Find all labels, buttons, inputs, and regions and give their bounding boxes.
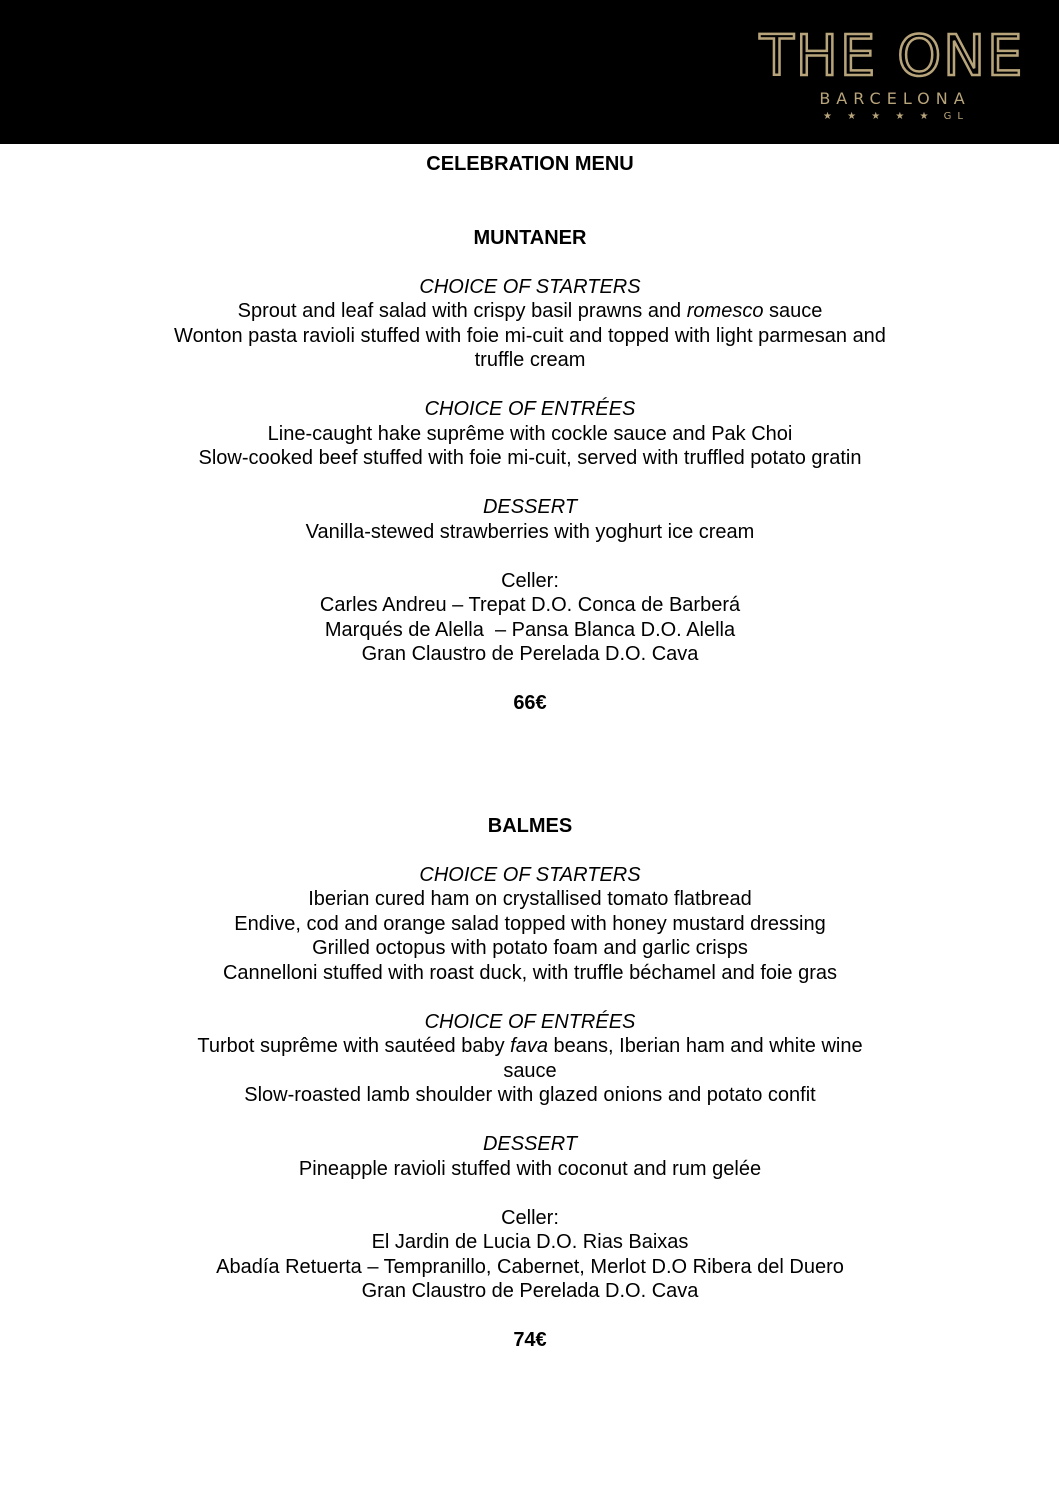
wine-item: Carles Andreu – Trepat D.O. Conca de Barberá — [319, 594, 741, 616]
wine-item: Gran Claustro de Perelada D.O. Cava — [361, 643, 699, 665]
dish-item: Iberian cured ham on crystallised tomato flatbread — [308, 888, 752, 910]
dish-item: Grilled octopus with potato foam and garlic crisps — [312, 937, 748, 959]
menu-price: 74€ — [513, 1329, 547, 1351]
page-title: CELEBRATION MENU — [426, 153, 634, 175]
menu-balmes — [120, 814, 940, 1353]
starters-heading: CHOICE OF STARTERS — [419, 863, 641, 886]
menu-name: BALMES — [487, 814, 573, 837]
entrees-heading: CHOICE OF ENTRÉES — [424, 1010, 636, 1033]
dish-item: Slow-cooked beef stuffed with foie mi-cuit, served with truffled potato gratin — [198, 447, 862, 469]
dish-item: Slow-roasted lamb shoulder with glazed onions and potato confit — [244, 1084, 816, 1106]
dish-item: Wonton pasta ravioli stuffed with foie mi-cuit and topped with light parmesan and truffle cream — [174, 324, 886, 371]
dessert-heading: DESSERT — [482, 1133, 578, 1155]
wine-item: Gran Claustro de Perelada D.O. Cava — [361, 1280, 699, 1302]
wine-item: Marqués de Alella – Pansa Blanca D.O. Alella — [324, 618, 736, 641]
dessert-heading: DESSERT — [482, 496, 578, 518]
logo-stars: ★ ★ ★ ★ ★ GL — [822, 111, 970, 122]
cellar-heading: Celler: — [501, 569, 559, 592]
dish-item: Turbot suprême with sautéed baby fava beans, Iberian ham and white wine sauce — [197, 1035, 863, 1082]
dish-item: Pineapple ravioli stuffed with coconut and rum gelée — [298, 1157, 762, 1180]
logo-sub-text: BARCELONA — [819, 89, 971, 108]
wine-item: Abadía Retuerta – Tempranillo, Cabernet, Merlot D.O Ribera del Duero — [216, 1255, 844, 1278]
hotel-logo — [742, 26, 1042, 136]
dish-item: Cannelloni stuffed with roast duck, with truffle béchamel and foie gras — [222, 961, 838, 984]
menu-muntaner — [120, 226, 940, 716]
entrees-heading: CHOICE OF ENTRÉES — [424, 398, 636, 420]
cellar-heading: Celler: — [501, 1206, 559, 1229]
wine-item: El Jardin de Lucia D.O. Rias Baixas — [371, 1231, 689, 1253]
starters-heading: CHOICE OF STARTERS — [419, 275, 641, 298]
menu-content — [120, 152, 940, 1353]
dish-item: Line-caught hake suprême with cockle sauce and Pak Choi — [267, 422, 793, 445]
menu-name: MUNTANER — [473, 226, 587, 249]
header-bar — [0, 0, 1059, 144]
dish-item: Endive, cod and orange salad topped with honey mustard dressing — [234, 912, 826, 935]
dish-item: Vanilla-stewed strawberries with yoghurt ice cream — [305, 520, 755, 543]
menu-price: 66€ — [513, 692, 547, 714]
logo-main-text: THE ONE — [759, 24, 1025, 89]
dish-item: Sprout and leaf salad with crispy basil prawns and romesco sauce — [237, 300, 823, 322]
